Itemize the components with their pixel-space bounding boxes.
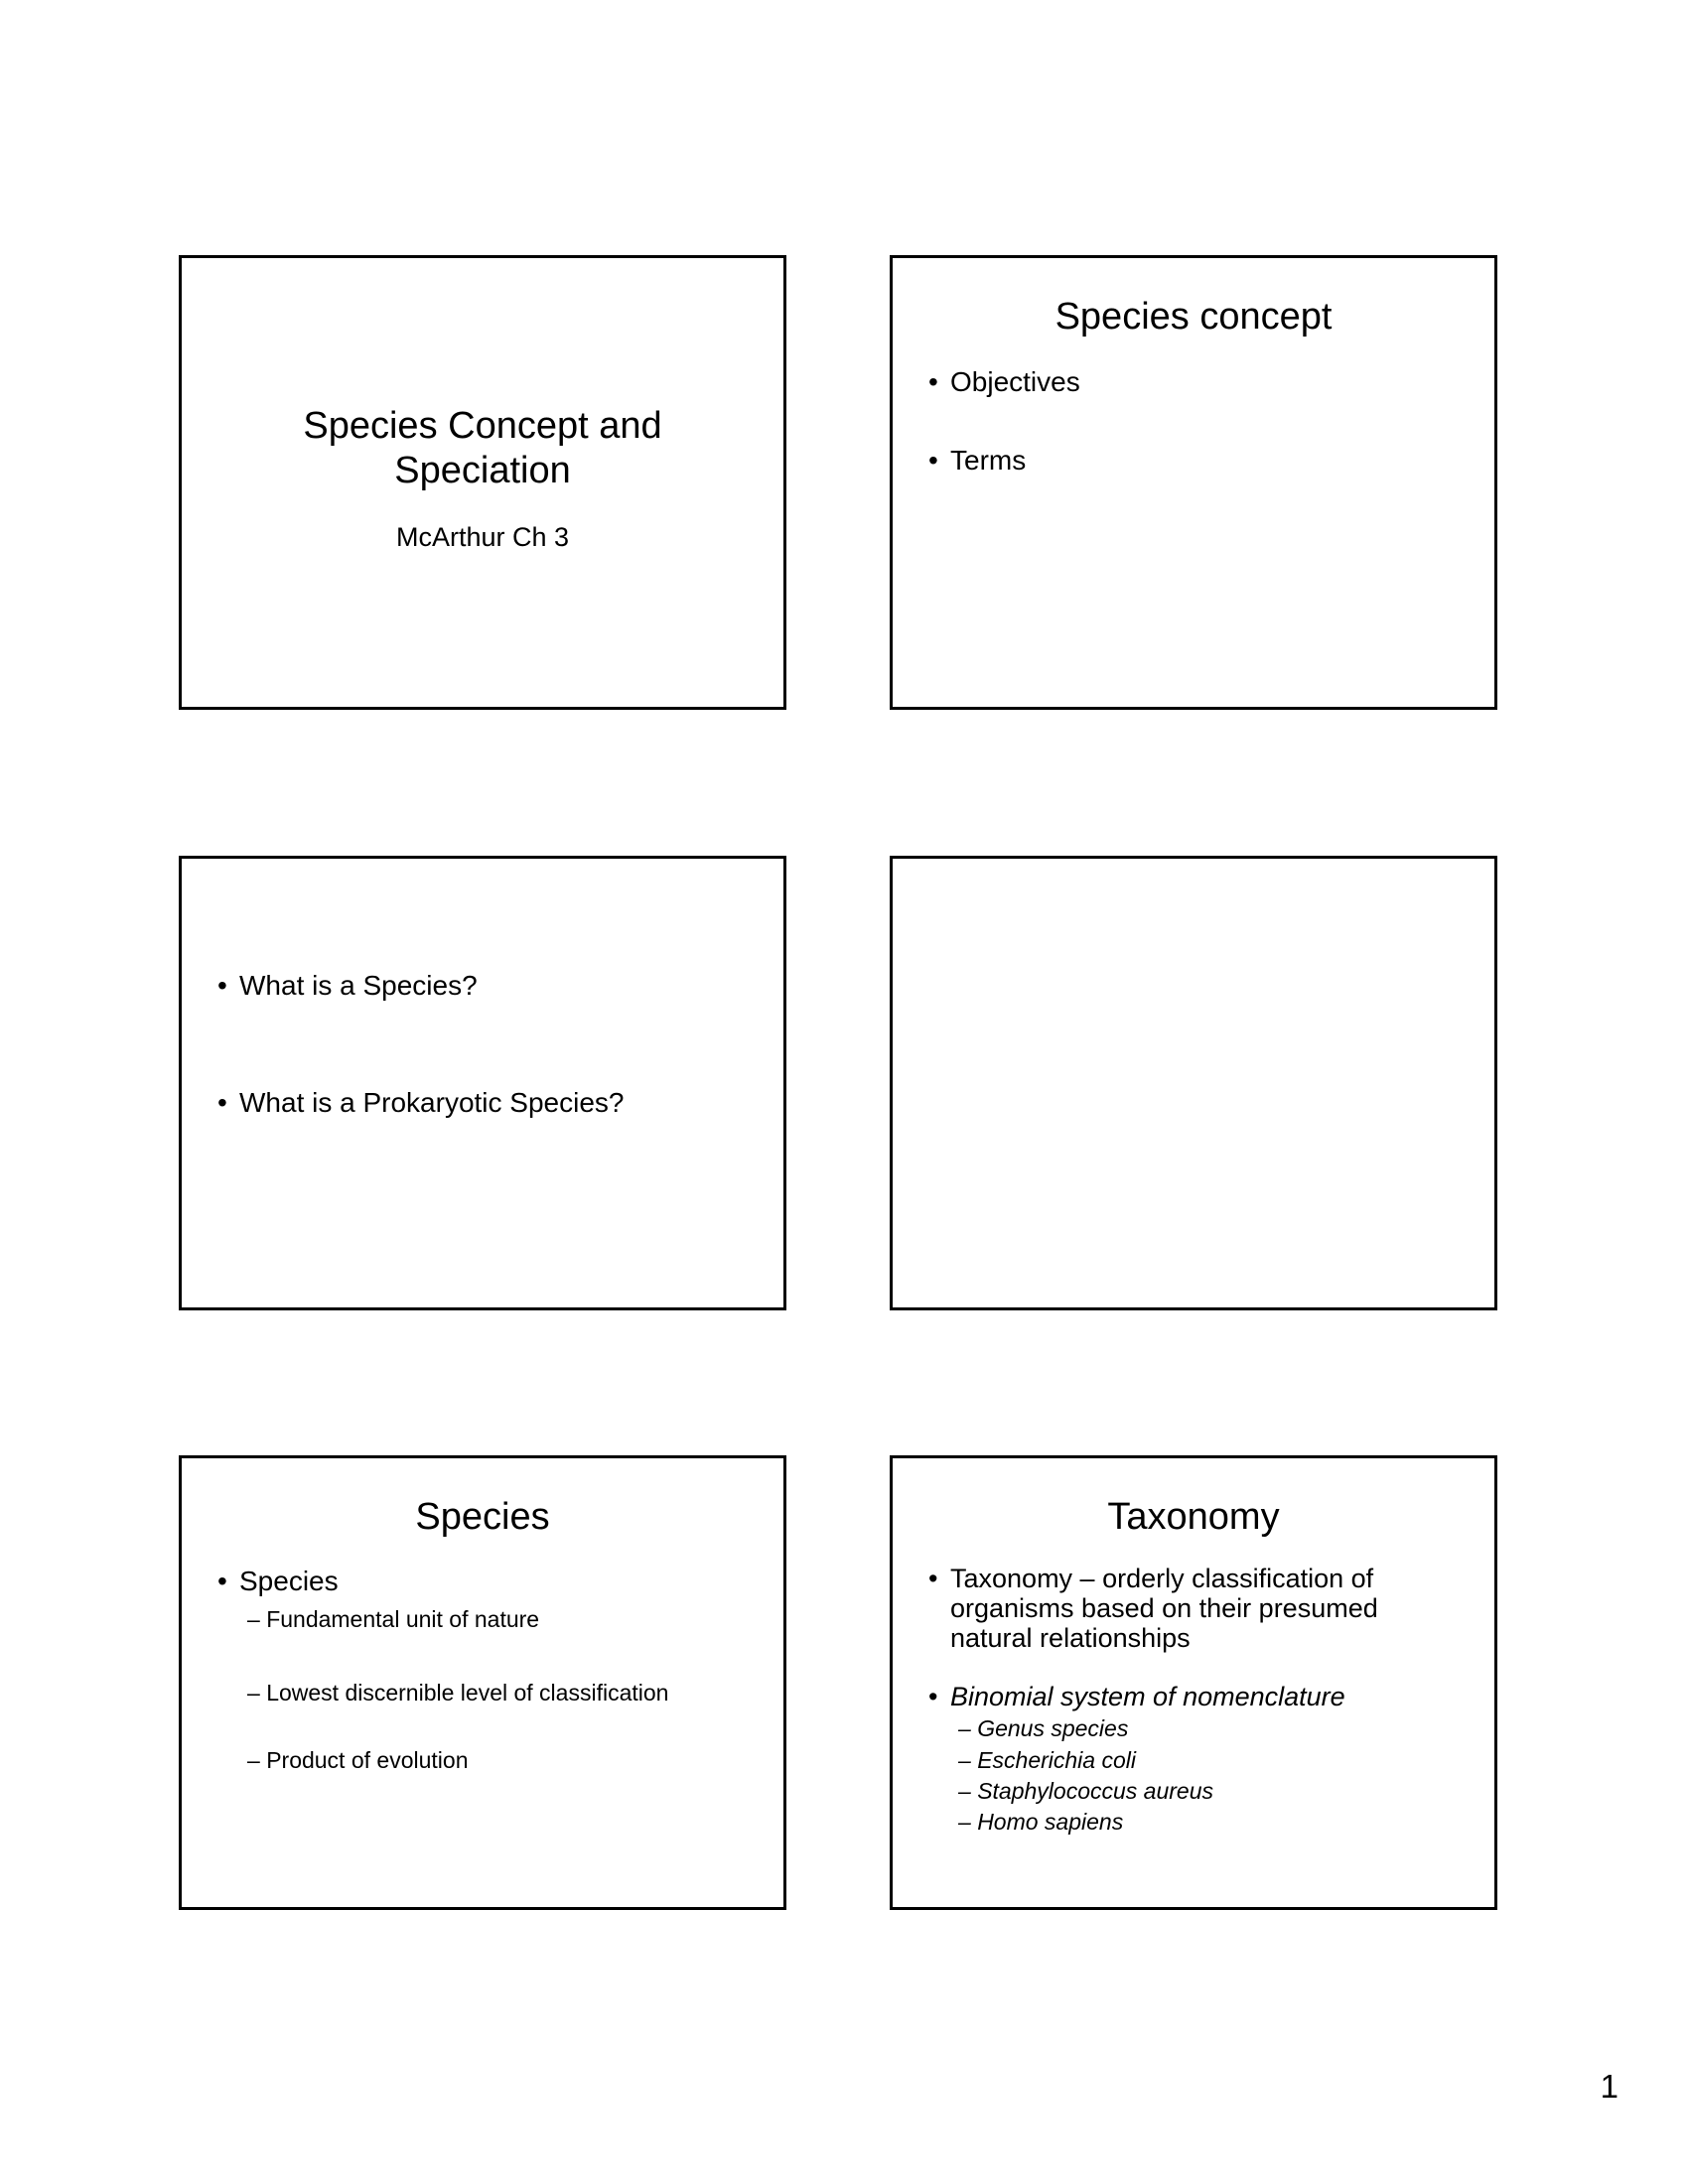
- slide-5-sub-3: [247, 1746, 468, 1774]
- dash-glyph: –: [247, 1606, 260, 1632]
- slide-5-sub-2: [247, 1679, 668, 1706]
- dash-glyph: –: [247, 1747, 260, 1773]
- slide-5-title: Species: [415, 1496, 550, 1538]
- slide-2-bullet-2-text: Terms: [950, 445, 1027, 476]
- bullet-glyph: •: [928, 366, 938, 397]
- slide-6-bullet-2-glyph: •: [928, 1682, 938, 1711]
- slide-5-bullet: [217, 1566, 339, 1596]
- slide-6-title: Taxonomy: [1107, 1496, 1280, 1538]
- slide-2-bullet-1: [928, 366, 1080, 397]
- slide-3-bullet-1: [217, 970, 478, 1001]
- slide-6-sub-1: [958, 1714, 1128, 1742]
- dash-glyph: –: [958, 1715, 971, 1741]
- slide-6-bullet-1-line-2: organisms based on their presumed: [950, 1593, 1378, 1623]
- bullet-glyph: •: [217, 970, 227, 1001]
- bullet-glyph: •: [217, 1566, 227, 1596]
- slide-6-bullet-2-text: Binomial system of nomenclature: [950, 1682, 1345, 1711]
- slide-6: [890, 1455, 1497, 1910]
- slide-3: [179, 856, 786, 1310]
- slide-3-bullet-2-text: What is a Prokaryotic Species?: [239, 1087, 625, 1118]
- slide-1-title-line-2: Speciation: [394, 450, 571, 491]
- dash-glyph: –: [247, 1680, 260, 1706]
- slide-5-bullet-text: Species: [239, 1566, 339, 1596]
- slide-6-bullet-1-line-1: Taxonomy – orderly classification of: [950, 1564, 1374, 1593]
- slide-2-title: Species concept: [1055, 296, 1333, 338]
- slide-3-bullet-2: [217, 1087, 625, 1118]
- slide-4-blank: [890, 856, 1497, 1310]
- slide-2: [890, 255, 1497, 710]
- slide-5-sub-1-text: Fundamental unit of nature: [266, 1606, 540, 1632]
- bullet-glyph: •: [217, 1087, 227, 1118]
- slide-5-sub-2-text: Lowest discernible level of classification: [266, 1680, 669, 1706]
- slide-5-sub-3-text: Product of evolution: [266, 1747, 469, 1773]
- dash-glyph: –: [958, 1778, 971, 1804]
- slide-6-sub-3-text: Staphylococcus aureus: [977, 1778, 1213, 1804]
- slide-6-sub-3: [958, 1777, 1213, 1805]
- slide-2-bullet-2: [928, 445, 1027, 476]
- slide-1: [179, 255, 786, 710]
- page-number: 1: [1600, 2068, 1618, 2105]
- slide-1-subtitle: McArthur Ch 3: [395, 522, 570, 552]
- slide-2-bullet-1-text: Objectives: [950, 366, 1080, 397]
- slide-6-bullet-1-glyph: •: [928, 1564, 938, 1593]
- slide-6-sub-2-text: Escherichia coli: [977, 1747, 1136, 1773]
- slide-6-bullet-1-line-3: natural relationships: [950, 1623, 1191, 1653]
- slide-6-sub-4-text: Homo sapiens: [977, 1809, 1124, 1835]
- slide-5: [179, 1455, 786, 1910]
- slide-1-title-line-1: Species Concept and: [303, 405, 662, 447]
- slide-6-sub-4: [958, 1808, 1123, 1836]
- dash-glyph: –: [958, 1747, 971, 1773]
- dash-glyph: –: [958, 1809, 971, 1835]
- slide-6-sub-2: [958, 1746, 1136, 1774]
- bullet-glyph: •: [928, 445, 938, 476]
- slide-5-sub-1: [247, 1605, 539, 1633]
- slide-3-bullet-1-text: What is a Species?: [239, 970, 478, 1001]
- slide-6-sub-1-text: Genus species: [977, 1715, 1129, 1741]
